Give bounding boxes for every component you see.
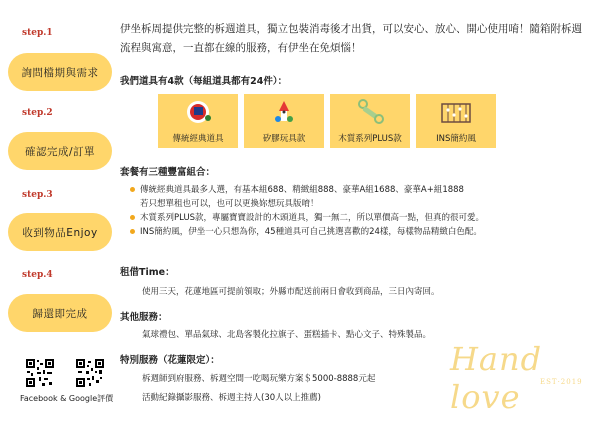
packages-title: 套餐有三種豐富組合： (120, 167, 216, 178)
step-2-label: step.2 (22, 108, 53, 118)
google-qr-code-icon[interactable] (75, 358, 105, 388)
product-card-traditional (158, 94, 238, 148)
product-cards (158, 94, 496, 148)
step-1-pill: 詢問檔期與需求 (8, 53, 112, 91)
other-services-title: 其他服務： (120, 312, 168, 323)
other-services-text: 氣球禮包、單品氣球、北島客製化拉旗子、蛋糕插卡、點心文子、特殊製品。 (142, 330, 432, 340)
special-services-title: 特別服務（花蓮限定）： (120, 355, 220, 366)
product-card-silicone (244, 94, 324, 148)
bullet-dot-icon (130, 215, 135, 220)
packages-list (130, 183, 570, 239)
special-services-line-2: 活動紀錄攝影服務、柝週主持人(30人以上推薦) (142, 393, 321, 403)
product-label: 木質系列PLUS款 (338, 134, 402, 144)
step-3-label: step.3 (22, 190, 53, 200)
step-4-label: step.4 (22, 270, 53, 280)
rental-time-text: 使用三天，花蓮地區可提前領取；外縣市配送前兩日會收到商品，三日內寄回。 (142, 287, 440, 297)
qr-caption: Facebook & Google評價 (20, 394, 114, 403)
step-1-label: step.1 (22, 28, 53, 38)
silicone-toys-icon (244, 98, 324, 126)
traditional-set-icon (158, 98, 238, 126)
bullet-dot-icon (130, 229, 135, 234)
facebook-qr-code-icon[interactable] (25, 358, 55, 388)
list-item: INS簡約風，伊坐一心只想為你，45種道具可自己挑選喜歡的24樣，每樣物品精緻白色配。 (130, 225, 570, 239)
product-card-ins (416, 94, 496, 148)
bullet-dot-icon (130, 187, 135, 192)
list-item: 木質系列PLUS款，專屬寶寶設計的木頭道具，獨一無二，所以單價高一點，但真的很可愛。 (130, 211, 570, 225)
ins-minimal-icon (416, 98, 496, 126)
list-item: 傳統經典道具最多人選，有基本組688、精緻組888、豪華A組1688、豪華A+組1888 (130, 183, 570, 197)
wooden-plus-icon (330, 98, 410, 126)
step-2-pill: 確認完成/訂單 (8, 132, 112, 170)
product-card-wooden (330, 94, 410, 148)
special-services-line-1: 柝週師到府服務、柝週空間一吃喝玩樂方案＄5000-8888元起 (142, 374, 376, 384)
hand-love-est: EST·2019 (540, 378, 583, 386)
rental-time-title: 租借Time： (120, 267, 175, 278)
step-4-pill: 歸還即完成 (8, 294, 112, 332)
hand-love-logo: Hand love (450, 340, 543, 416)
list-item: 若只想單租也可以，也可以更換妳想玩具版唷！ (140, 199, 319, 209)
product-label: INS簡約風 (436, 134, 476, 144)
intro-paragraph: 伊坐柝周提供完整的柝週道具，獨立包裝消毒後才出貨，可以安心、放心、開心使用唷！隨箱附柝週流程與寓意，一直都在線的服務，有伊坐在免煩惱！ (120, 23, 582, 54)
step-3-pill: 收到物品Enjoy (8, 213, 112, 251)
product-label: 矽膠玩具款 (262, 134, 306, 144)
product-label: 傳統經典道具 (172, 134, 224, 144)
products-title: 我們道具有4款（每組道具都有24件）： (120, 76, 288, 87)
